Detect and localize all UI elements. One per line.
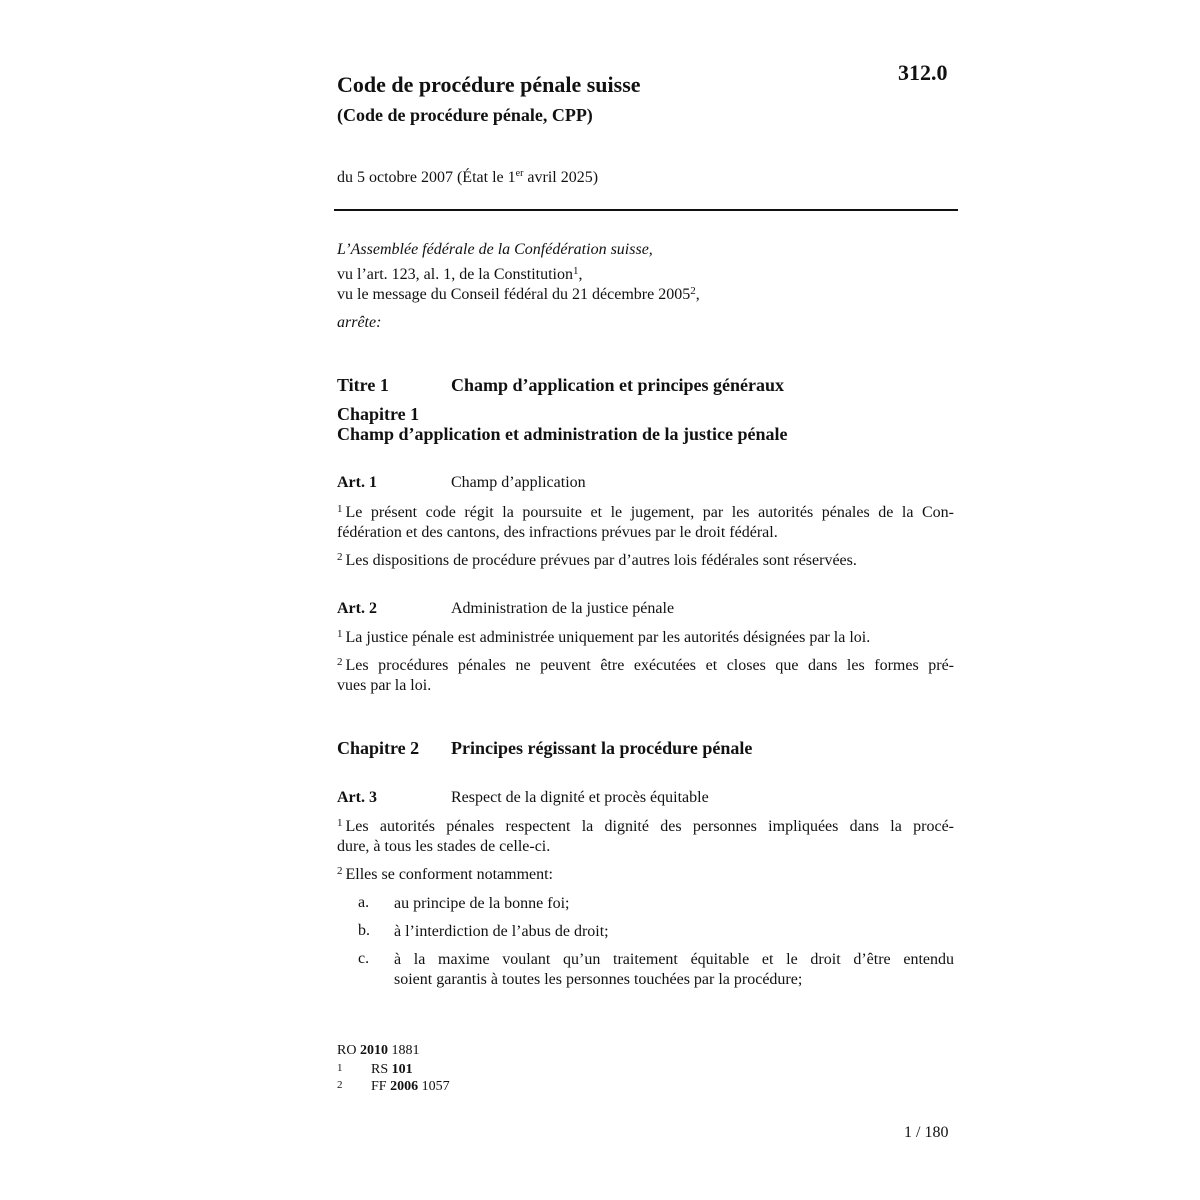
list-item-c-line1: à la maxime voulant qu’un traitement équitable et le droit d’être entendu [394, 951, 954, 968]
preamble-message [337, 286, 700, 304]
art-1-al-1-line1: Le présent code régit la poursuite et le jugement, par les autorités pénales de la Con- [345, 504, 954, 521]
header-rule [334, 209, 958, 211]
page-number: 1 / 180 [904, 1124, 949, 1141]
art-3-al-1-line1: Les autorités pénales respectent la dignité des personnes impliquées dans la procé- [345, 818, 954, 835]
art-2-al-2 [337, 656, 954, 676]
list-item-b: à l’interdiction de l’abus de droit; [394, 923, 609, 940]
preamble-authority: L’Assemblée fédérale de la Confédération suisse, [337, 241, 653, 258]
list-letter-c: c. [358, 950, 370, 967]
ro-prefix: RO [337, 1043, 360, 1058]
alinea-number: 1 [337, 817, 343, 829]
footnote-1-text[interactable] [371, 1062, 413, 1078]
art-1-al-1-cont: fédération et des cantons, des infractions prévues par le droit fédéral. [337, 524, 778, 541]
document-subtitle: (Code de procédure pénale, CPP) [337, 105, 593, 125]
chapitre-2-label: Chapitre 2 [337, 738, 420, 758]
alinea-number: 1 [337, 503, 343, 515]
preamble-decree: arrête: [337, 314, 382, 331]
art-1-title: Champ d’application [451, 474, 586, 491]
titre-1-heading: Champ d’application et principes généraux [451, 375, 785, 395]
fn1-prefix: RS [371, 1062, 392, 1077]
art-2-al-2-line1: Les procédures pénales ne peuvent être exécutées et closes que dans les formes pré- [345, 657, 954, 674]
alinea-number: 2 [337, 551, 343, 563]
preamble-constitution [337, 266, 582, 284]
art-1-label: Art. 1 [337, 474, 377, 491]
rs-number: 312.0 [898, 60, 948, 85]
list-letter-a: a. [358, 894, 370, 911]
fn1-bold: 101 [391, 1062, 413, 1077]
document-date [337, 169, 598, 187]
fn2-bold: 2006 [390, 1079, 419, 1094]
alinea-number: 2 [337, 865, 343, 877]
document-title: Code de procédure pénale suisse [337, 72, 641, 97]
fn2-page: 1057 [418, 1079, 450, 1094]
footnote-2-text[interactable] [371, 1079, 450, 1095]
preamble-line1-end: , [578, 266, 583, 283]
fn2-prefix: FF [371, 1079, 391, 1094]
art-1-al-2 [337, 551, 954, 571]
footnote-ref-2[interactable]: 2 [690, 285, 696, 297]
preamble-line2-end: , [695, 286, 700, 303]
list-letter-b: b. [358, 922, 370, 939]
ro-year: 2010 [359, 1043, 388, 1058]
date-suffix: avril 2025) [523, 169, 599, 186]
art-3-al-1 [337, 817, 954, 837]
titre-1-label: Titre 1 [337, 375, 389, 395]
art-3-label: Art. 3 [337, 789, 377, 806]
list-item-a: au principe de la bonne foi; [394, 895, 570, 912]
preamble-line1-text: vu l’art. 123, al. 1, de la Constitution [337, 266, 573, 283]
preamble-line2-text: vu le message du Conseil fédéral du 21 décembre 2005 [337, 286, 691, 303]
art-3-al-2-text: Elles se conforment notamment: [345, 866, 553, 883]
art-2-al-1-text: La justice pénale est administrée uniquement par les autorités désignées par la loi. [345, 629, 871, 646]
art-1-al-2-text: Les dispositions de procédure prévues par d’autres lois fédérales sont réservées. [345, 552, 857, 569]
chapitre-1-label: Chapitre 1 [337, 404, 420, 424]
footnote-1-number: 1 [337, 1062, 343, 1074]
alinea-number: 1 [337, 628, 343, 640]
art-2-al-2-cont: vues par la loi. [337, 677, 432, 694]
footnote-2-number: 2 [337, 1079, 343, 1091]
art-1-al-1 [337, 503, 954, 523]
ro-page: 1881 [387, 1043, 420, 1058]
date-prefix: du 5 octobre 2007 (État le 1 [337, 169, 516, 186]
chapitre-1-heading: Champ d’application et administration de la justice pénale [337, 424, 788, 444]
footnote-ro [337, 1043, 419, 1059]
art-3-al-1-cont: dure, à tous les stades de celle-ci. [337, 838, 551, 855]
art-2-label: Art. 2 [337, 600, 377, 617]
list-item-c-line2: soient garantis à toutes les personnes touchées par la procédure; [394, 971, 803, 988]
date-superscript: er [515, 168, 524, 179]
art-3-title: Respect de la dignité et procès équitable [451, 789, 709, 806]
art-2-al-1 [337, 628, 954, 648]
alinea-number: 2 [337, 656, 343, 668]
chapitre-2-heading: Principes régissant la procédure pénale [451, 738, 753, 758]
footnote-ref-1[interactable]: 1 [572, 265, 579, 277]
art-2-title: Administration de la justice pénale [451, 600, 675, 617]
art-3-al-2 [337, 865, 954, 885]
